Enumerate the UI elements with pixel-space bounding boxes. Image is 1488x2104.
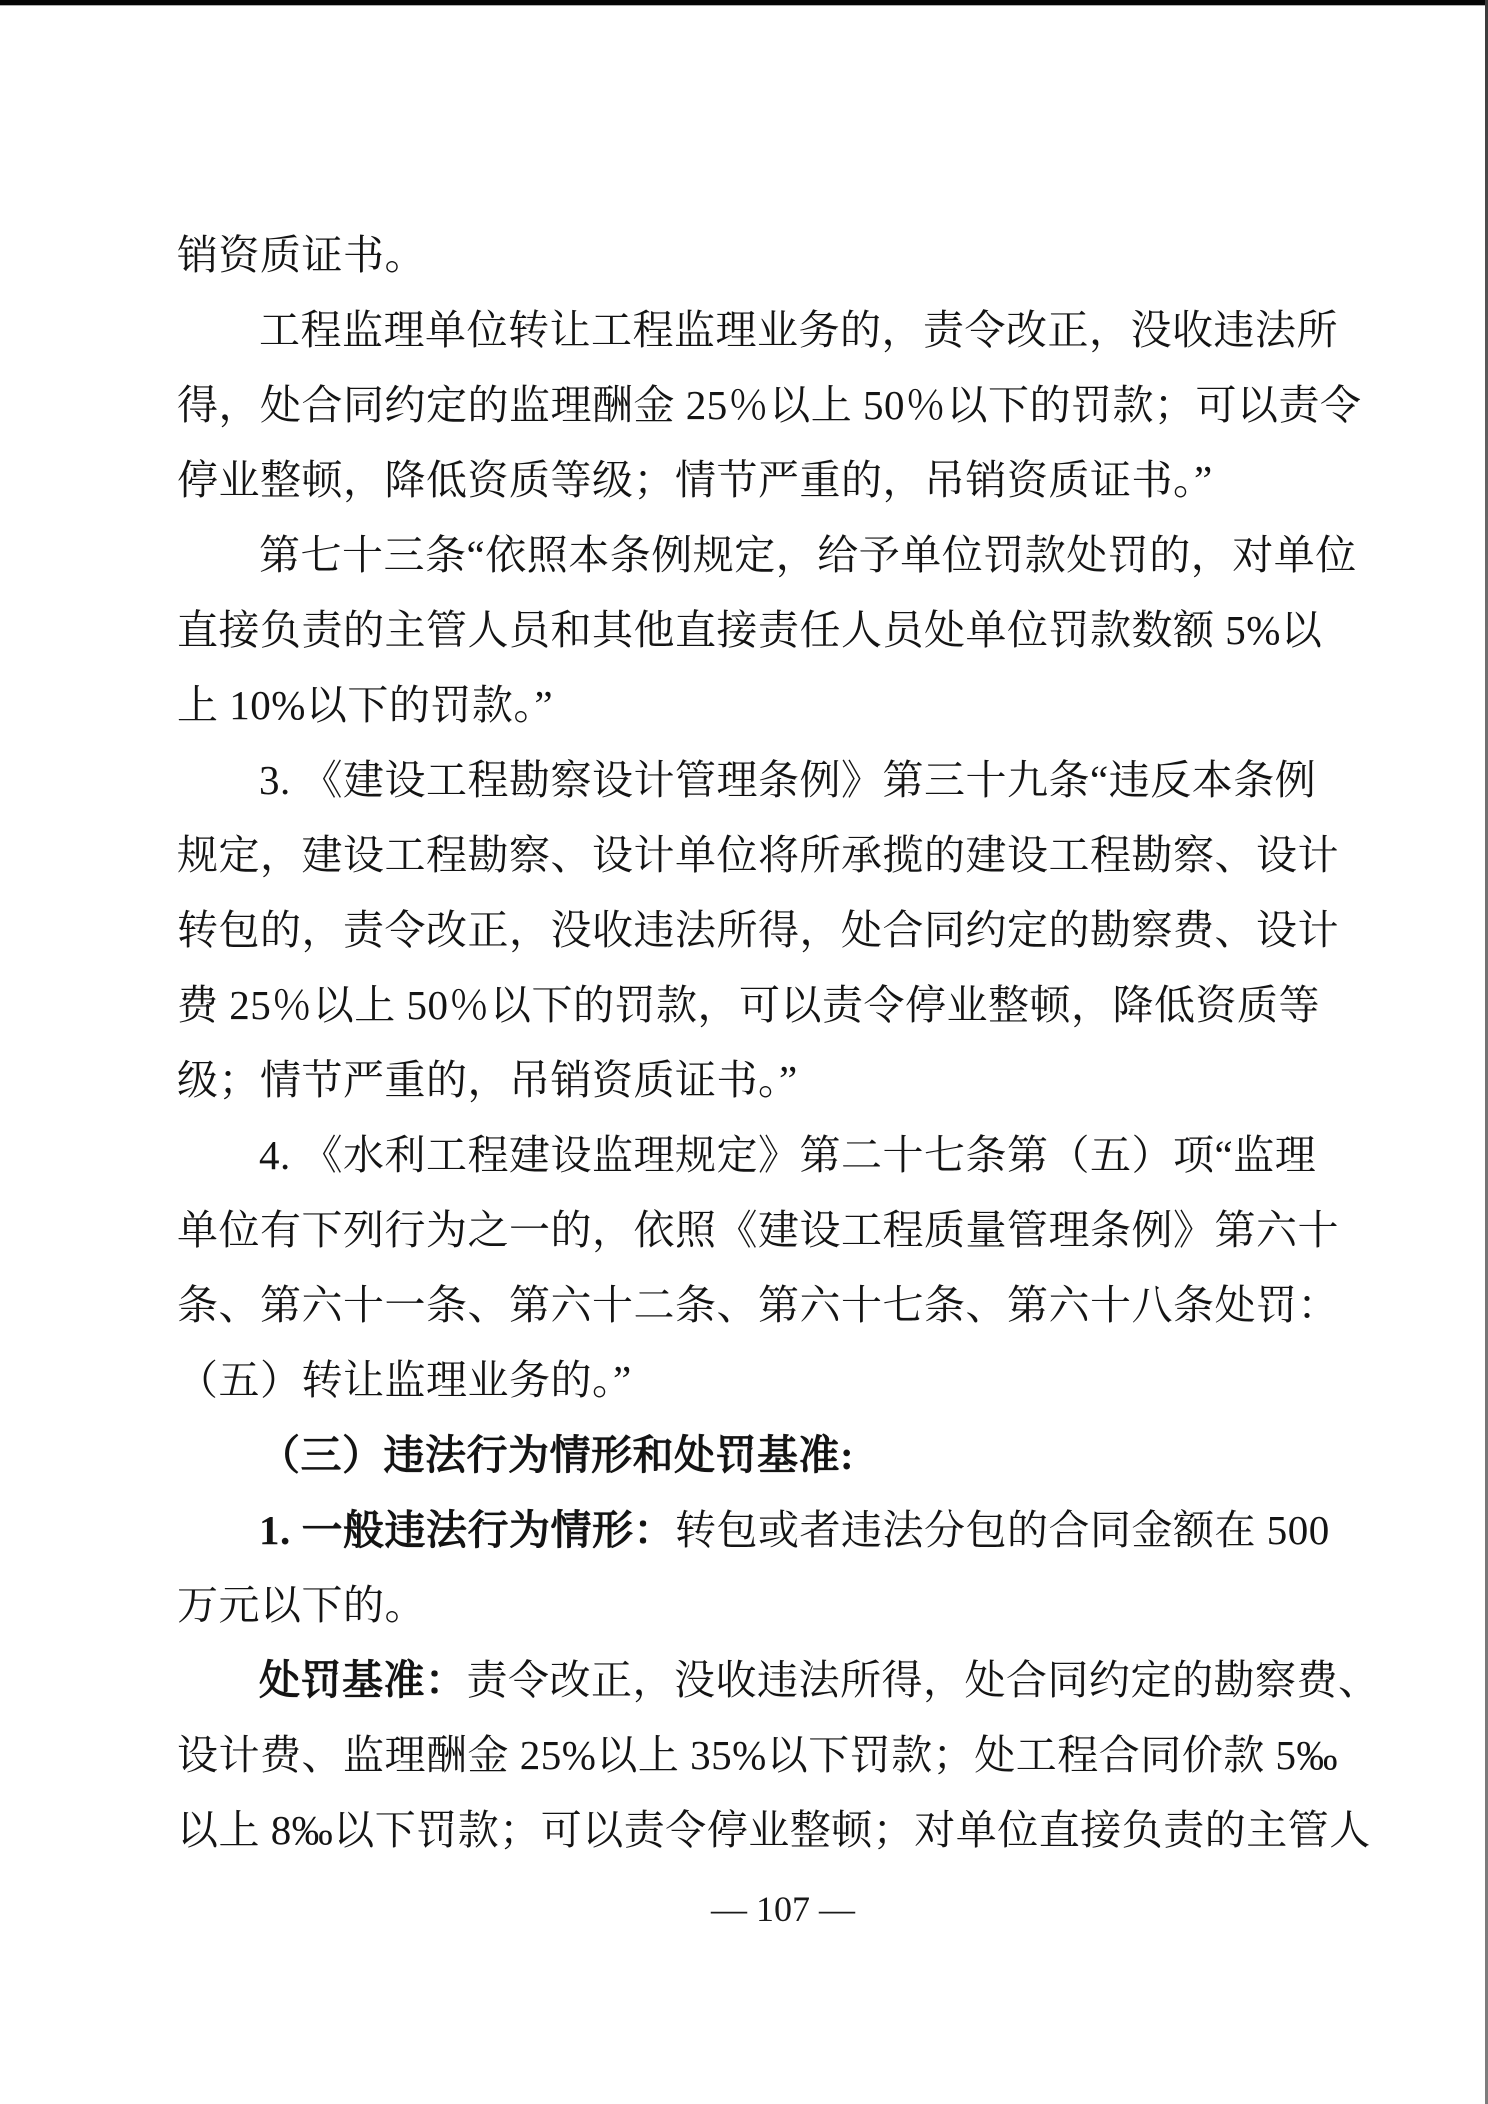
text-run: 设计费、监理酬金 25%以上 35%以下罚款；处工程合同价款 5‰ <box>177 1732 1339 1778</box>
text-run: 直接负责的主管人员和其他直接责任人员处单位罚款数额 5%以 <box>177 607 1323 653</box>
text-line <box>177 968 1331 1043</box>
text-line <box>177 1718 1339 1793</box>
document-body <box>177 218 1380 1868</box>
text-line <box>177 218 1331 293</box>
text-run: 上 10%以下的罚款。” <box>177 682 554 728</box>
text-run: 万元以下的。 <box>177 1582 426 1628</box>
text-line <box>177 1643 1380 1718</box>
text-run: 转包的，责令改正，没收违法所得，处合同约定的勘察费、设计 <box>177 907 1339 953</box>
text-line <box>177 1118 1331 1193</box>
text-run-bold: 1. 一般违法行为情形： <box>259 1507 675 1553</box>
text-line <box>177 1268 1339 1343</box>
text-run: 销资质证书。 <box>177 232 426 278</box>
text-run: 费 25％以上 50％以下的罚款，可以责令停业整顿，降低资质等 <box>177 982 1320 1028</box>
page-number: — 107 — <box>711 1889 855 1929</box>
text-run: 停业整顿，降低资质等级；情节严重的，吊销资质证书。” <box>177 457 1213 503</box>
text-line <box>177 593 1331 668</box>
text-line <box>177 443 1331 518</box>
text-line <box>177 368 1362 443</box>
text-run-bold: （三）违法行为情形和处罚基准: <box>259 1432 855 1478</box>
scan-edge-top <box>0 0 1488 6</box>
text-line <box>177 1193 1339 1268</box>
text-run-bold: 处罚基准： <box>259 1657 467 1703</box>
text-run: 工程监理单位转让工程监理业务的，责令改正，没收违法所 <box>259 307 1338 353</box>
text-line <box>177 1343 1331 1418</box>
text-line <box>177 1493 1331 1568</box>
text-run: 第七十三条“依照本条例规定，给予单位罚款处罚的，对单位 <box>259 532 1357 578</box>
text-line <box>177 293 1338 368</box>
text-line <box>177 1418 1331 1493</box>
text-run: 责令改正，没收违法所得，处合同约定的勘察费、 <box>466 1657 1380 1703</box>
text-run: （五）转让监理业务的。” <box>177 1357 632 1403</box>
text-run: 4. 《水利工程建设监理规定》第二十七条第（五）项“监理 <box>259 1132 1317 1178</box>
text-run: 条、第六十一条、第六十二条、第六十七条、第六十八条处罚： <box>177 1282 1339 1328</box>
text-line <box>177 1043 1331 1118</box>
text-line <box>177 893 1339 968</box>
text-line <box>177 518 1357 593</box>
text-line <box>177 1568 1331 1643</box>
text-run: 规定，建设工程勘察、设计单位将所承揽的建设工程勘察、设计 <box>177 832 1339 878</box>
text-run: 级；情节严重的，吊销资质证书。” <box>177 1057 798 1103</box>
text-line <box>177 1793 1371 1868</box>
text-run: 以上 8‰以下罚款；可以责令停业整顿；对单位直接负责的主管人 <box>177 1807 1371 1853</box>
text-line <box>177 668 1331 743</box>
text-run: 得，处合同约定的监理酬金 25％以上 50％以下的罚款；可以责令 <box>177 382 1362 428</box>
text-run: 单位有下列行为之一的，依照《建设工程质量管理条例》第六十 <box>177 1207 1339 1253</box>
text-run: 3. 《建设工程勘察设计管理条例》第三十九条“违反本条例 <box>259 757 1317 803</box>
text-line <box>177 818 1339 893</box>
text-line <box>177 743 1331 818</box>
text-run: 转包或者违法分包的合同金额在 500 <box>675 1507 1330 1553</box>
